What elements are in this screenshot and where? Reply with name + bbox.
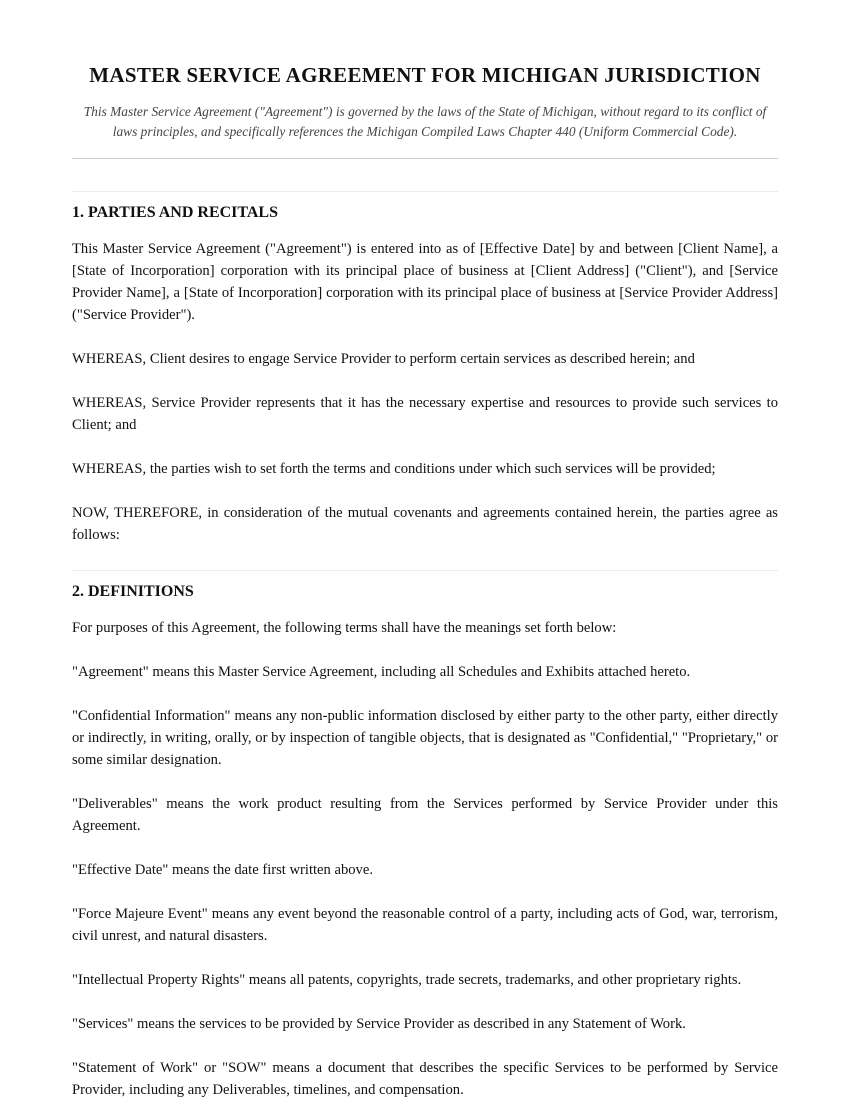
definition-paragraph: "Services" means the services to be provided by Service Provider as described in any Statement of Work. — [72, 1016, 686, 1032]
governing-law-preamble: This Master Service Agreement ("Agreement") is governed by the laws of the State of Michigan, without regard to its conflict of laws principles, and specifically references the Michigan Compiled Laws Chapter 440 (Uniform Commercial Code). — [83, 104, 767, 139]
section-parties-and-recitals — [72, 202, 778, 546]
definition-paragraph: "Effective Date" means the date first written above. — [72, 862, 373, 878]
section-heading: 2. DEFINITIONS — [72, 583, 194, 600]
definition-paragraph: "Agreement" means this Master Service Agreement, including all Schedules and Exhibits attached hereto. — [72, 664, 691, 680]
section-heading: 1. PARTIES AND RECITALS — [72, 204, 278, 221]
title-divider — [72, 158, 778, 159]
recital-paragraph: WHEREAS, the parties wish to set forth the terms and conditions under which such services will be provided; — [72, 461, 716, 477]
consideration-paragraph: NOW, THEREFORE, in consideration of the mutual covenants and agreements contained herein, the parties agree as follows: — [72, 505, 778, 543]
definition-paragraph: "Statement of Work" or "SOW" means a document that describes the specific Services to be performed by Service Provider, including any Deliverables, timelines, and compensation. — [72, 1060, 778, 1098]
recital-paragraph: WHEREAS, Client desires to engage Service Provider to perform certain services as described herein; and — [72, 351, 695, 367]
definition-paragraph: "Intellectual Property Rights" means all patents, copyrights, trade secrets, trademarks, and other proprietary rights. — [72, 972, 742, 988]
definitions-intro-paragraph: For purposes of this Agreement, the following terms shall have the meanings set forth below: — [72, 620, 617, 636]
definition-paragraph: "Confidential Information" means any non-public information disclosed by either party to the other party, either directly or indirectly, in writing, orally, or by inspection of tangible objects, that is designated as "Confidential," "Proprietary," or some similar designation. — [72, 708, 778, 768]
definition-paragraph: "Force Majeure Event" means any event beyond the reasonable control of a party, including acts of God, war, terrorism, civil unrest, and natural disasters. — [72, 906, 778, 944]
definition-paragraph: "Deliverables" means the work product resulting from the Services performed by Service Provider under this Agreement. — [72, 796, 778, 834]
section-definitions — [72, 581, 778, 1101]
section-divider — [72, 570, 778, 571]
recital-paragraph: WHEREAS, Service Provider represents that it has the necessary expertise and resources to provide such services to Client; and — [72, 395, 778, 433]
parties-paragraph: This Master Service Agreement ("Agreement") is entered into as of [Effective Date] by and between [Client Name], a [State of Incorporation] corporation with its principal place of business at [Client Address] ("Client"), and [Service Provider Name], a [State of Incorporation] corporation with its principal place of business at [Service Provider Address] ("Service Provider"). — [72, 241, 778, 323]
document-title: MASTER SERVICE AGREEMENT FOR MICHIGAN JURISDICTION — [89, 63, 761, 87]
section-divider — [72, 191, 778, 192]
